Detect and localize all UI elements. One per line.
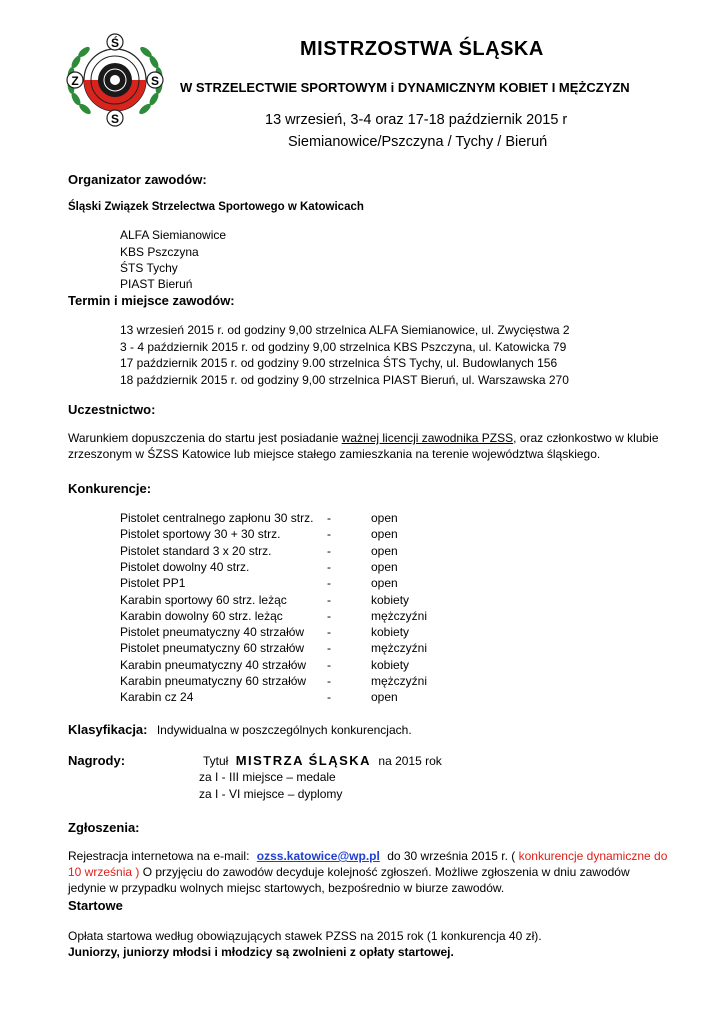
page-subtitle: W STRZELECTWIE SPORTOWYM i DYNAMICZNYM KOBIET I MĘŻCZYZN <box>180 80 630 95</box>
logo-letter-right: S <box>150 74 160 88</box>
participation-heading: Uczestnictwo: <box>68 402 156 417</box>
prize-medals: za I - III miejsce – medale <box>199 770 336 784</box>
organizer-club: PIAST Bieruń <box>120 277 193 291</box>
participation-text-start: Warunkiem dopuszczenia do startu jest posiadanie <box>68 431 342 445</box>
page-title: MISTRZOSTWA ŚLĄSKA <box>300 38 544 60</box>
registration-line3: jedynie w przypadku wolnych miejsc startowych, bezpośrednio w biurze zawodów. <box>68 881 505 895</box>
competition-name: Pistolet pneumatyczny 40 strzałów <box>120 625 305 640</box>
participation-text-line2: zrzeszonym w ŚZSS Katowice lub miejsce stałego zamieszkania na terenie województwa śląskiego. <box>68 447 601 461</box>
competition-category: open <box>371 690 398 705</box>
fees-heading: Startowe <box>68 898 123 913</box>
competition-name: Pistolet pneumatyczny 60 strzałów <box>120 641 305 656</box>
competition-dash: - <box>327 657 331 672</box>
competition-dash: - <box>327 625 331 640</box>
competition-category: open <box>371 559 398 574</box>
competition-category: mężczyźni <box>371 608 428 623</box>
competition-dash: - <box>327 608 331 623</box>
competition-name: Karabin pneumatyczny 40 strzałów <box>120 657 307 672</box>
competitions-heading: Konkurencje: <box>68 481 152 496</box>
license-link[interactable]: ważnej licencji zawodnika PZSS <box>341 431 514 445</box>
organizer-main: Śląski Związek Strzelectwa Sportowego w Katowicach <box>68 201 364 213</box>
club-logo <box>60 30 170 130</box>
competition-dash: - <box>327 511 331 525</box>
prize-diplomas: za I - VI miejsce – dyplomy <box>199 787 343 801</box>
organizer-club: KBS Pszczyna <box>120 245 199 259</box>
competition-dash: - <box>327 543 331 558</box>
competition-category: kobiety <box>371 625 410 640</box>
competition-category: mężczyźni <box>371 674 428 688</box>
schedule-item: 3 - 4 październik 2015 r. od godziny 9,00 strzelnica KBS Pszczyna, ul. Katowicka 79 <box>120 340 567 354</box>
competition-category: open <box>371 576 398 591</box>
competition-dash: - <box>327 690 331 705</box>
competition-name: Pistolet sportowy 30 + 30 strz. <box>120 527 281 542</box>
registration-deadline: do 30 września 2015 r. ( <box>387 849 516 863</box>
competition-name: Karabin cz 24 <box>120 690 194 705</box>
competition-dash: - <box>327 674 331 688</box>
competition-dash: - <box>327 527 331 542</box>
registration-prefix: Rejestracja internetowa na e-mail: <box>68 849 250 863</box>
competition-name: Pistolet centralnego zapłonu 30 strz. <box>120 511 314 525</box>
event-locations: Siemianowice/Pszczyna / Tychy / Bieruń <box>288 134 548 150</box>
competition-dash: - <box>327 559 331 574</box>
competition-dash: - <box>327 576 331 591</box>
competition-category: mężczyźni <box>371 641 428 656</box>
target-laurel-icon <box>60 30 170 130</box>
competition-dash: - <box>327 592 331 607</box>
competition-category: open <box>371 543 398 558</box>
prize-title-suffix: na 2015 rok <box>378 754 442 768</box>
competition-name: Karabin dowolny 60 strz. leżąc <box>120 608 283 623</box>
competition-name: Pistolet standard 3 x 20 strz. <box>120 543 272 558</box>
fees-exemption: Juniorzy, juniorzy młodsi i młodzicy są zwolnieni z opłaty startowej. <box>68 945 454 959</box>
organizer-club: ALFA Siemianowice <box>120 228 227 242</box>
prize-title-line <box>203 753 442 768</box>
registration-line2 <box>68 865 630 879</box>
dynamic-deadline-note: konkurencje dynamiczne do <box>518 849 668 863</box>
competition-dash: - <box>327 641 331 656</box>
organizer-heading: Organizator zawodów: <box>68 172 207 187</box>
classification-heading: Klasyfikacja: <box>68 722 148 737</box>
participation-text <box>68 431 659 445</box>
competition-category: kobiety <box>371 657 410 672</box>
classification <box>68 722 412 737</box>
registration-order-note: O przyjęciu do zawodów decyduje kolejność zgłoszeń. Możliwe zgłoszenia w dniu zawodów <box>142 865 630 879</box>
schedule-item: 13 wrzesień 2015 r. od godziny 9,00 strzelnica ALFA Siemianowice, ul. Zwycięstwa 2 <box>120 323 570 337</box>
registration-email-link[interactable]: ozss.katowice@wp.pl <box>256 849 380 863</box>
dynamic-deadline-date: 10 września ) <box>68 865 140 879</box>
registration-line1 <box>68 849 667 863</box>
schedule-item: 17 październik 2015 r. od godziny 9.00 strzelnica ŚTS Tychy, ul. Budowlanych 156 <box>120 356 558 370</box>
event-dates: 13 wrzesień, 3-4 oraz 17-18 październik 2015 r <box>265 112 568 128</box>
schedule-heading: Termin i miejsce zawodów: <box>68 293 235 308</box>
logo-letter-top: Ś <box>110 36 120 50</box>
logo-letter-left: Z <box>71 74 79 88</box>
competition-name: Pistolet PP1 <box>120 576 186 591</box>
prize-title-name: MISTRZA ŚLĄSKA <box>235 753 372 768</box>
participation-text-end: , oraz członkostwo w klubie <box>513 431 659 445</box>
competition-category: kobiety <box>371 592 410 607</box>
competition-name: Karabin sportowy 60 strz. leżąc <box>120 592 287 607</box>
schedule-item: 18 październik 2015 r. od godziny 9,00 strzelnica PIAST Bieruń, ul. Warszawska 270 <box>120 373 569 387</box>
competition-category: open <box>371 527 398 542</box>
prize-title-prefix: Tytuł <box>203 754 229 768</box>
competition-name: Pistolet dowolny 40 strz. <box>120 559 250 574</box>
competition-category: open <box>371 511 398 525</box>
registration-heading: Zgłoszenia: <box>68 820 140 835</box>
prizes-heading: Nagrody: <box>68 753 126 768</box>
logo-letter-bottom: S <box>110 112 120 126</box>
competition-name: Karabin pneumatyczny 60 strzałów <box>120 674 307 688</box>
classification-text: Indywidualna w poszczególnych konkurencjach. <box>156 723 412 737</box>
fees-text: Opłata startowa według obowiązujących stawek PZSS na 2015 rok (1 konkurencja 40 zł). <box>68 929 542 943</box>
organizer-club: ŚTS Tychy <box>120 261 178 275</box>
